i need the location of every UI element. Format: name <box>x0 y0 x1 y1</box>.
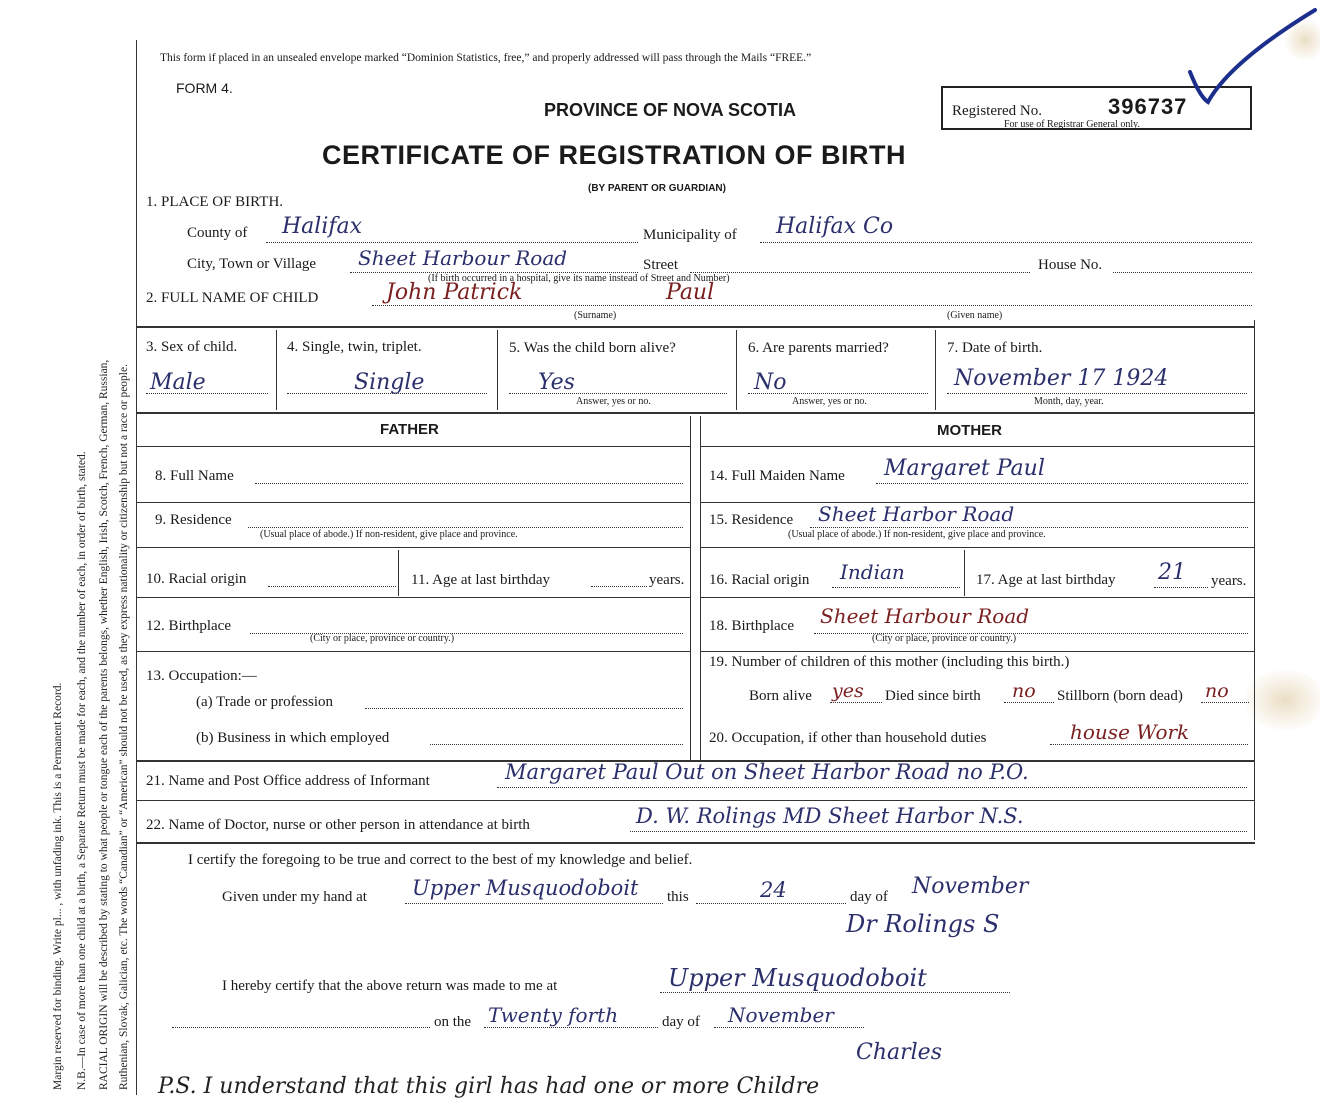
informant-line <box>497 787 1247 788</box>
born-alive-count-line <box>830 702 882 703</box>
born-alive-line <box>509 393 727 394</box>
certify-statement: I certify the foregoing to be true and correct to the best of my knowledge and belief. <box>188 852 693 868</box>
father-occupation-label: 13. Occupation:— <box>146 668 257 684</box>
child-name-line <box>372 305 1252 306</box>
left-border <box>136 40 137 1095</box>
informant-value: Margaret Paul Out on Sheet Harbor Road no P.O. <box>505 760 1029 784</box>
mother-name-label: 14. Full Maiden Name <box>709 468 845 484</box>
father-residence-label: 9. Residence <box>155 512 232 528</box>
father-heading-rule <box>137 446 690 447</box>
father-trade-line <box>365 708 683 709</box>
father-business-line <box>430 744 683 745</box>
right-border <box>1254 320 1255 840</box>
father-row-rule <box>137 597 690 598</box>
father-column-border <box>690 416 691 760</box>
stillborn-label: Stillborn (born dead) <box>1057 688 1183 704</box>
child-name-label: 2. FULL NAME OF CHILD <box>146 290 319 306</box>
place-of-birth-label: 1. PLACE OF BIRTH. <box>146 194 284 210</box>
mother-racial-divider <box>964 550 965 596</box>
row3-top-border <box>137 326 1255 328</box>
mother-name-line <box>876 483 1248 484</box>
parents-married-caption: Answer, yes or no. <box>792 396 867 407</box>
county-label: County of <box>187 225 248 241</box>
parents-married-label: 6. Are parents married? <box>748 340 889 356</box>
mother-row-rule <box>700 547 1255 548</box>
mother-name-value: Margaret Paul <box>884 456 1045 481</box>
paper-stain <box>1245 670 1320 730</box>
given-name-caption: (Given name) <box>947 310 1003 321</box>
mother-age-label: 17. Age at last birthday <box>976 572 1116 588</box>
mother-occupation-value: house Work <box>1070 720 1190 744</box>
sex-line <box>146 393 268 394</box>
child-surname: Paul <box>666 280 715 305</box>
registrar-day-line <box>484 1027 658 1028</box>
row3-divider <box>276 330 277 410</box>
form-number: FORM 4. <box>176 80 233 96</box>
registrar-place-value: Upper Musquodoboit <box>668 964 927 992</box>
municipality-line <box>760 242 1252 243</box>
mother-birthplace-value: Sheet Harbour Road <box>820 604 1030 628</box>
day-value: 24 <box>760 878 787 902</box>
on-the-label: on the <box>434 1014 472 1030</box>
house-number-line <box>1113 272 1252 273</box>
street-line <box>690 272 1030 273</box>
margin-note-racial-origin: RACIAL ORIGIN will be described by stating to what people or tongue each of the parents belongs, whether English, Irish, Scotch, French, German, Russian, <box>98 359 110 1090</box>
plurality-line <box>287 393 487 394</box>
county-line <box>266 242 638 243</box>
surname-caption: (Surname) <box>574 310 617 321</box>
municipality-label: Municipality of <box>643 227 737 243</box>
father-row-rule <box>137 547 690 548</box>
father-row-rule <box>137 651 690 652</box>
stillborn-line <box>1201 702 1249 703</box>
registrar-place-line <box>660 992 1010 993</box>
certificate-title: CERTIFICATE OF REGISTRATION OF BIRTH <box>322 140 906 170</box>
father-name-label: 8. Full Name <box>155 468 234 484</box>
registrar-blank-line <box>172 1027 430 1028</box>
postscript: P.S. I understand that this girl has had one or more Childre <box>158 1074 820 1099</box>
given-place-line <box>405 903 663 904</box>
county-value: Halifax <box>282 214 363 239</box>
doctor-bottom-border <box>137 842 1255 844</box>
father-racial-divider <box>398 550 399 596</box>
margin-note-binding: Margin reserved for binding. Write pl... , with unfading ink. This is a Permanent Record. <box>52 682 64 1090</box>
mother-row-rule <box>700 597 1255 598</box>
father-age-years: years. <box>649 572 685 588</box>
given-place-value: Upper Musquodoboit <box>412 876 639 900</box>
father-trade-label: (a) Trade or profession <box>196 694 334 710</box>
province-heading: PROVINCE OF NOVA SCOTIA <box>544 100 797 120</box>
mother-age-years: years. <box>1211 573 1247 589</box>
mother-residence-caption: (Usual place of abode.) If non-resident, give place and province. <box>788 529 1046 540</box>
registrar-statement: I hereby certify that the above return was made to me at <box>222 978 558 994</box>
mother-row-rule <box>700 651 1255 652</box>
sex-label: 3. Sex of child. <box>146 339 238 355</box>
born-alive-count-value: yes <box>832 680 864 702</box>
doctor-value: D. W. Rolings MD Sheet Harbor N.S. <box>636 804 1024 828</box>
date-of-birth-label: 7. Date of birth. <box>947 340 1043 356</box>
mother-racial-origin-label: 16. Racial origin <box>709 572 810 588</box>
month-value: November <box>912 874 1029 899</box>
mother-residence-label: 15. Residence <box>709 512 794 528</box>
registrar-day-value: Twenty forth <box>488 1003 619 1027</box>
parents-married-line <box>748 393 928 394</box>
born-alive-count-label: Born alive <box>749 688 812 704</box>
signature-value: Dr Rolings S <box>846 910 1000 938</box>
mother-residence-value: Sheet Harbor Road <box>818 502 1015 526</box>
mother-heading-rule <box>700 446 1255 447</box>
street-label: Street <box>643 257 678 273</box>
sex-value: Male <box>150 370 206 395</box>
mother-birthplace-label: 18. Birthplace <box>709 618 794 634</box>
plurality-label: 4. Single, twin, triplet. <box>287 339 422 355</box>
row3-divider <box>935 330 936 410</box>
city-value: Sheet Harbour Road <box>358 246 568 270</box>
row3-divider <box>736 330 737 410</box>
mother-occupation-label: 20. Occupation, if other than household duties <box>709 730 987 746</box>
this-label: this <box>667 889 689 905</box>
date-of-birth-caption: Month, day, year. <box>1034 396 1104 407</box>
father-heading: FATHER <box>380 421 439 438</box>
father-racial-origin-line <box>268 586 396 587</box>
mother-age-line <box>1154 587 1208 588</box>
father-birthplace-label: 12. Birthplace <box>146 618 231 634</box>
child-given-name: John Patrick <box>386 280 523 305</box>
father-birthplace-caption: (City or place, province or country.) <box>310 633 455 644</box>
father-residence-caption: (Usual place of abode.) If non-resident, give place and province. <box>260 529 518 540</box>
doctor-line <box>630 831 1247 832</box>
died-since-birth-label: Died since birth <box>885 688 981 704</box>
stillborn-value: no <box>1205 680 1229 702</box>
given-under-hand-label: Given under my hand at <box>222 889 367 905</box>
father-age-label: 11. Age at last birthday <box>411 572 550 588</box>
died-since-birth-line <box>1004 702 1054 703</box>
registered-label: Registered No. <box>952 103 1042 119</box>
mother-birthplace-caption: (City or place, province or country.) <box>872 633 1017 644</box>
father-residence-line <box>248 527 683 528</box>
mother-heading: MOTHER <box>937 422 1002 439</box>
house-number-label: House No. <box>1038 257 1103 273</box>
registered-number: 396737 <box>1108 94 1188 119</box>
doctor-label: 22. Name of Doctor, nurse or other person in attendance at birth <box>146 817 530 833</box>
registrar-month-line <box>714 1027 864 1028</box>
parents-married-value: No <box>754 370 787 395</box>
mother-racial-origin-value: Indian <box>840 560 905 584</box>
registrar-day-of-label: day of <box>662 1014 700 1030</box>
row3-bottom-border <box>137 412 1255 414</box>
municipality-value: Halifax Co <box>776 214 894 239</box>
mother-age-value: 21 <box>1158 560 1186 585</box>
father-racial-origin-label: 10. Racial origin <box>146 571 247 587</box>
born-alive-label: 5. Was the child born alive? <box>509 340 676 356</box>
checkmark-icon <box>1170 2 1320 112</box>
mother-occupation-line <box>1050 744 1248 745</box>
row3-divider <box>497 330 498 410</box>
mother-residence-line <box>810 527 1248 528</box>
mother-racial-origin-line <box>832 587 960 588</box>
date-of-birth-value: November 17 1924 <box>954 366 1169 391</box>
registrar-signature: Charles <box>856 1040 942 1065</box>
mailing-notice: This form if placed in an unsealed envelope marked “Dominion Statistics, free,” and properly addressed will pass through the Mails “FREE.” <box>160 52 812 64</box>
registrar-month-value: November <box>728 1003 834 1027</box>
hospital-note: (If birth occurred in a hospital, give its name instead of Street and Number) <box>428 273 730 284</box>
born-alive-caption: Answer, yes or no. <box>576 396 651 407</box>
mother-children-label: 19. Number of children of this mother (including this birth.) <box>709 654 1070 670</box>
city-label: City, Town or Village <box>187 256 317 272</box>
margin-note-racial-origin-cont: Ruthenian, Slovak, Galician, etc. The words “Canadian” or “American” should not be used, as they express nationality or citizenship but not a race or people. <box>118 364 130 1090</box>
plurality-value: Single <box>354 370 425 395</box>
died-since-birth-value: no <box>1012 680 1036 702</box>
mother-column-border <box>700 416 701 760</box>
informant-bottom-border <box>137 800 1255 801</box>
father-business-label: (b) Business in which employed <box>196 730 390 746</box>
day-line <box>696 903 846 904</box>
certificate-subtitle: (BY PARENT OR GUARDIAN) <box>588 183 726 194</box>
informant-label: 21. Name and Post Office address of Informant <box>146 773 430 789</box>
date-of-birth-line <box>947 393 1247 394</box>
father-age-line <box>591 586 647 587</box>
born-alive-value: Yes <box>538 370 575 395</box>
father-name-line <box>255 483 683 484</box>
margin-note-multiple-births: N.B.—In case of more than one child at a birth, a Separate Return must be made for each, and the number of each, in order of birth, stated. <box>76 451 88 1090</box>
father-row-rule <box>137 502 690 503</box>
registrar-note: For use of Registrar General only. <box>1004 119 1140 130</box>
day-of-label: day of <box>850 889 888 905</box>
